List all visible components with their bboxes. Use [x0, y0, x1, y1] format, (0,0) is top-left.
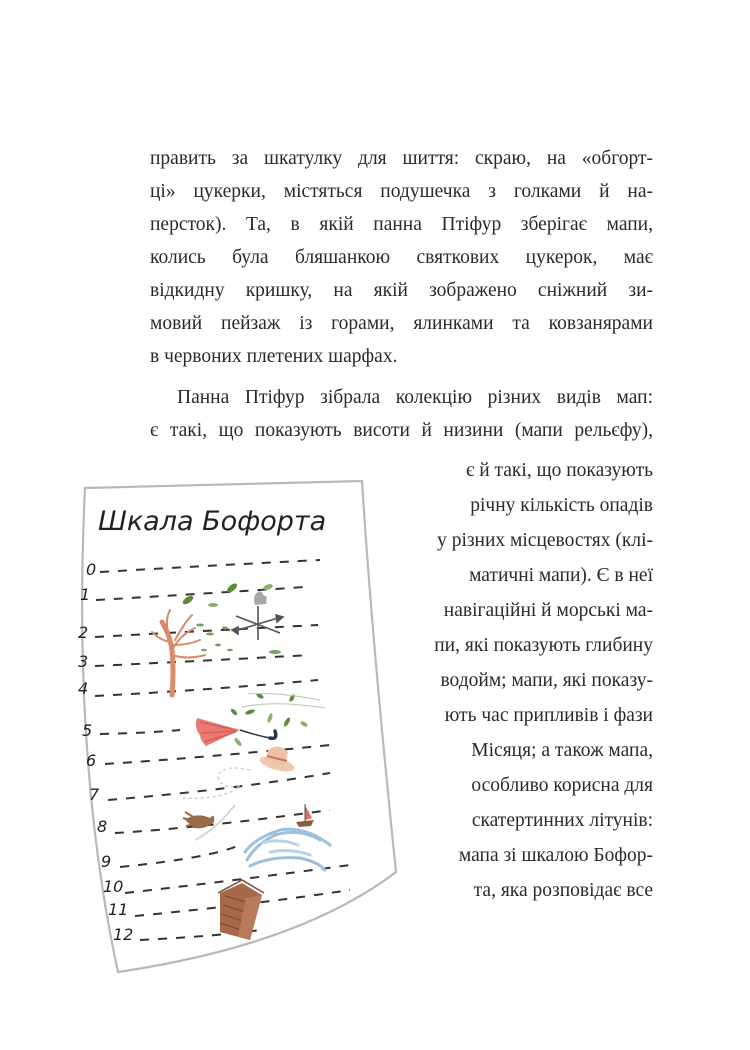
svg-text:2: 2	[78, 623, 89, 642]
text-line: водойм; мапи, які показу-	[440, 670, 653, 691]
svg-text:9: 9	[101, 852, 112, 871]
svg-text:6: 6	[86, 751, 97, 770]
text-line: колись була бляшанкою святкових цукерок, має	[150, 247, 653, 268]
svg-text:5: 5	[82, 721, 93, 740]
svg-text:8: 8	[97, 817, 108, 836]
text-line: пи, які показують глибину	[434, 635, 653, 656]
text-line: річну кількість опадів	[470, 495, 653, 516]
text-line: мапа зі шкалою Бофор-	[458, 845, 653, 866]
text-line: є й такі, що показують	[465, 460, 653, 481]
text-line: Місяця; а також мапа,	[471, 740, 653, 761]
text-line: мовий пейзаж із горами, ялинками та ковзанярами	[150, 313, 653, 334]
svg-text:3: 3	[78, 652, 89, 671]
svg-text:12: 12	[113, 925, 134, 944]
sheet-title: Шкала Бофорта	[98, 506, 327, 537]
text-line: та, яка розповідає все	[473, 880, 653, 901]
text-line: відкидну кришку, на якій зображено сніжний зи-	[150, 280, 653, 301]
text-line: є такі, що показують висоти й низини (мапи рельєфу),	[150, 420, 653, 441]
text-line: навігаційні й морські ма-	[443, 600, 653, 621]
text-line: персток). Та, в якій панна Птіфур зберігає мапи,	[150, 214, 653, 235]
text-line: особливо корисна для	[471, 775, 653, 796]
text-line: матичні мапи). Є в неї	[469, 565, 653, 586]
svg-text:10: 10	[103, 877, 124, 896]
svg-text:11: 11	[108, 900, 129, 919]
text-line: ють час припливів і фази	[444, 705, 653, 726]
svg-text:7: 7	[89, 785, 100, 804]
text-line: править за шкатулку для шиття: скраю, на «обгорт-	[150, 148, 653, 169]
text-line: в червоних плетених шарфах.	[150, 346, 398, 367]
text-line: скатертинних літунів:	[471, 810, 653, 831]
text-line: у різних місцевостях (клі-	[437, 530, 653, 551]
svg-text:0: 0	[86, 560, 97, 579]
svg-text:4: 4	[78, 679, 89, 698]
text-line: Панна Птіфур зібрала колекцію різних видів мап:	[177, 387, 653, 408]
svg-text:1: 1	[80, 585, 91, 604]
text-line: ці» цукерки, містяться подушечка з голками й на-	[150, 181, 653, 202]
